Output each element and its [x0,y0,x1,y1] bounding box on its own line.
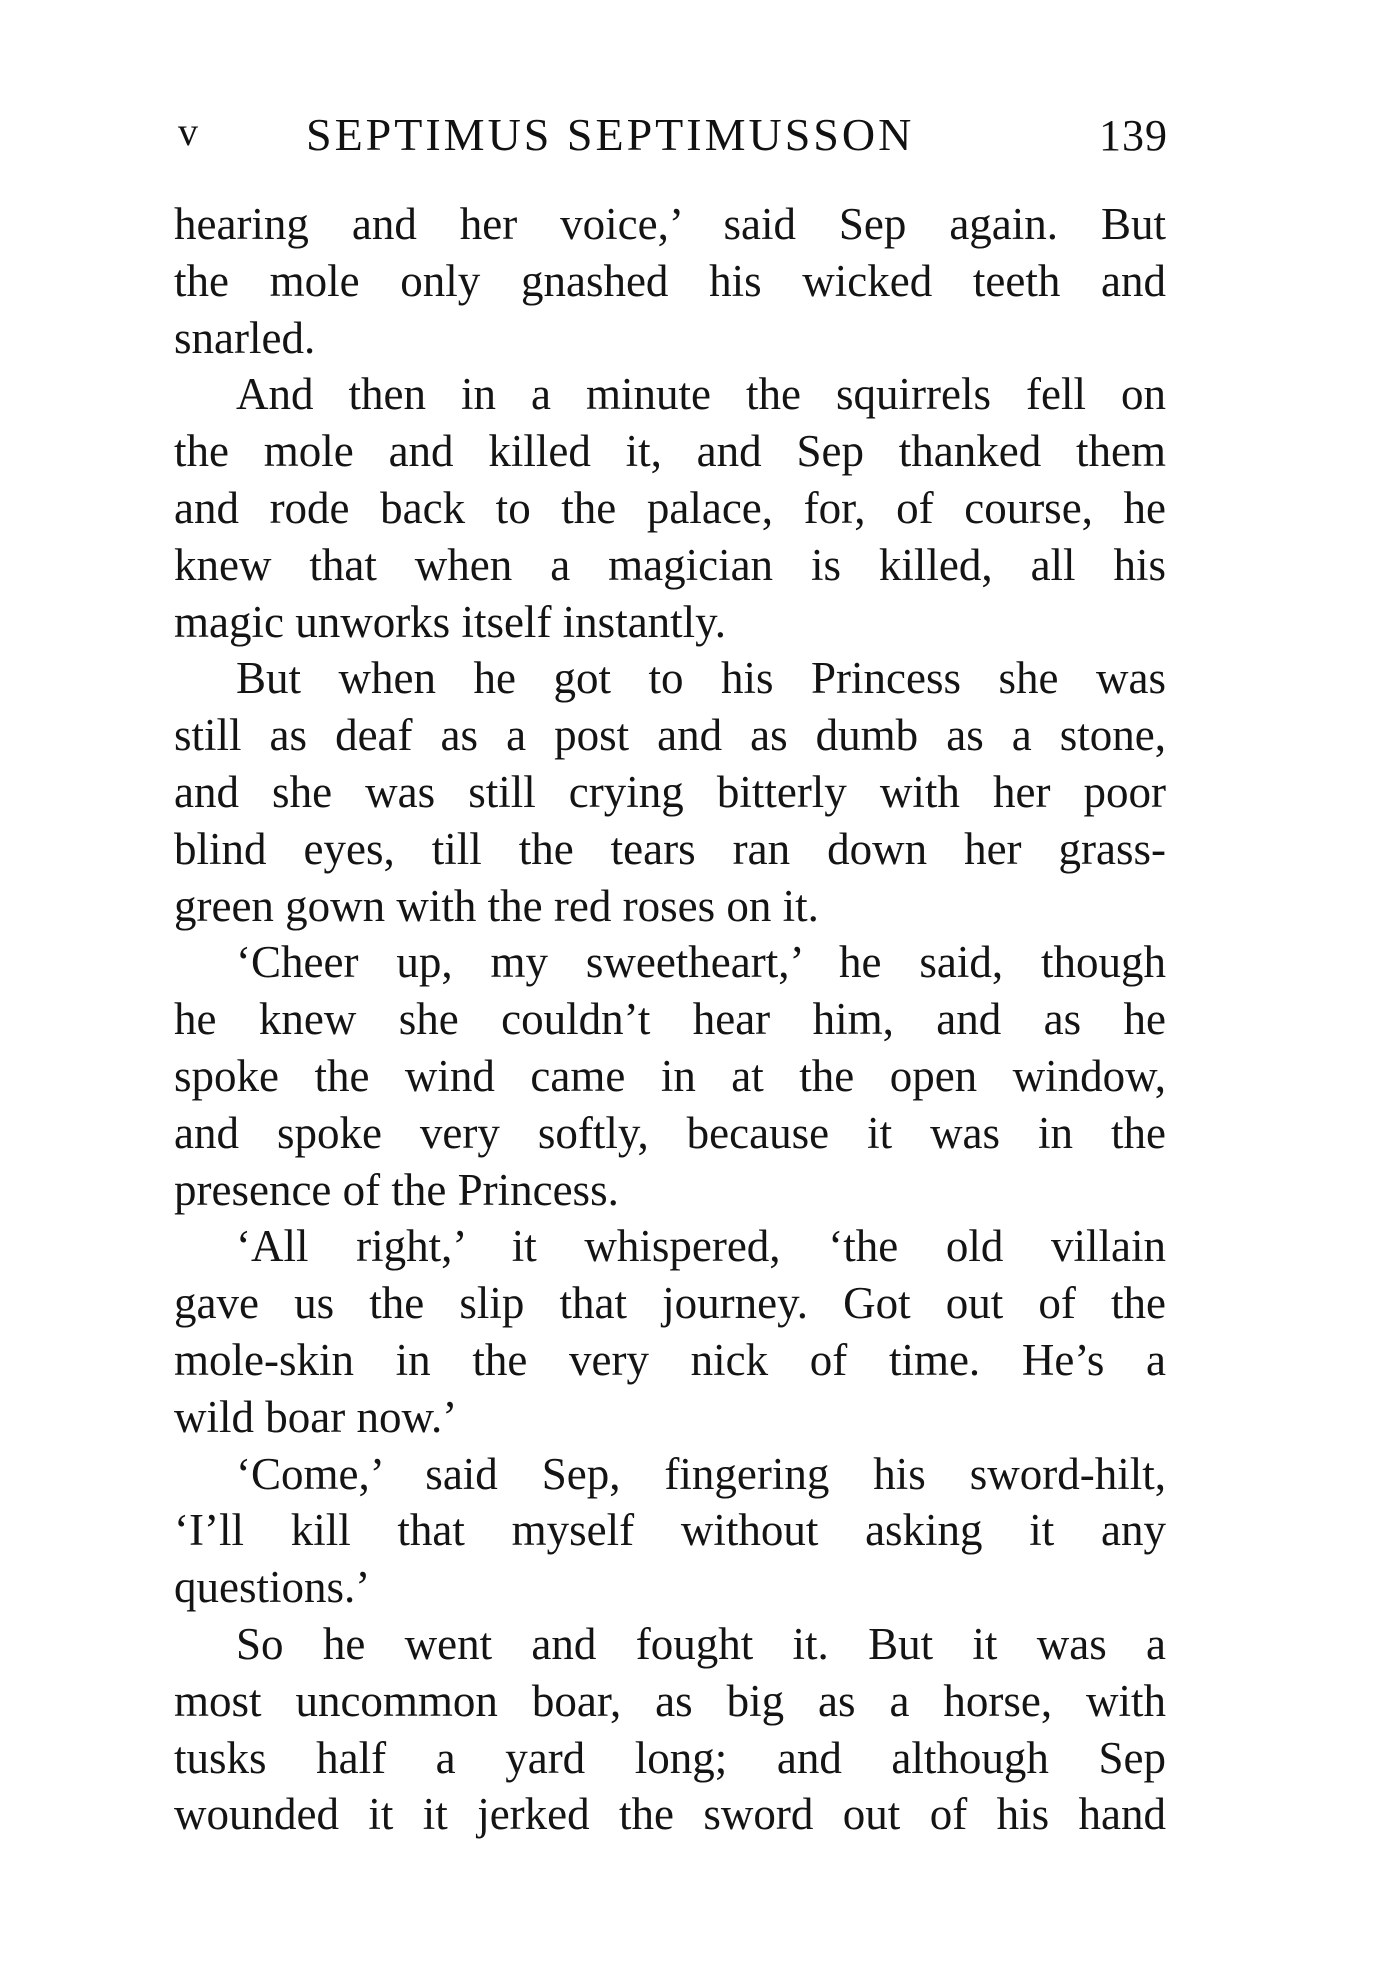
running-title: SEPTIMUS SEPTIMUSSON [306,109,915,160]
text-line: questions.’ [174,1562,371,1613]
text-line: still as deaf as a post and as dumb as a stone, [174,710,1166,761]
text-line: green gown with the red roses on it. [174,880,819,931]
text-line: tusks half a yard long; and although Sep [174,1732,1166,1783]
chapter-numeral: v [178,109,199,154]
page-number: 139 [1099,111,1168,160]
text-line: mole-skin in the very nick of time. He’s a [174,1334,1166,1385]
text-line: So he went and fought it. But it was a [236,1618,1166,1669]
text-line: ‘I’ll kill that myself without asking it any [174,1505,1166,1556]
text-line: and spoke very softly, because it was in the [174,1107,1166,1158]
text-line: ‘Come,’ said Sep, fingering his sword-hilt, [236,1448,1166,1499]
text-line: hearing and her voice,’ said Sep again. But [174,199,1166,249]
text-line: presence of the Princess. [174,1164,619,1215]
text-line: gave us the slip that journey. Got out of the [174,1278,1166,1329]
text-line: the mole and killed it, and Sep thanked them [174,426,1166,477]
text-line: he knew she couldn’t hear him, and as he [174,994,1166,1045]
text-line: wild boar now.’ [174,1391,458,1442]
text-line: And then in a minute the squirrels fell on [236,369,1166,420]
body-text [174,196,1166,1843]
text-line: and she was still crying bitterly with her poor [174,766,1166,817]
text-line: most uncommon boar, as big as a horse, with [174,1675,1166,1726]
text-line: magic unworks itself instantly. [174,596,726,647]
text-line: and rode back to the palace, for, of course, he [174,482,1166,533]
text-line: But when he got to his Princess she was [236,653,1166,704]
text-line: ‘All right,’ it whispered, ‘the old villain [236,1221,1166,1272]
text-line: wounded it it jerked the sword out of his hand [174,1789,1166,1840]
text-line: knew that when a magician is killed, all his [174,539,1166,590]
running-header [178,108,1168,168]
text-line: the mole only gnashed his wicked teeth and [174,255,1166,306]
text-line: snarled. [174,312,316,363]
text-line: spoke the wind came in at the open window, [174,1050,1166,1101]
text-line: ‘Cheer up, my sweetheart,’ he said, though [236,937,1166,988]
text-line: blind eyes, till the tears ran down her grass- [174,823,1166,874]
